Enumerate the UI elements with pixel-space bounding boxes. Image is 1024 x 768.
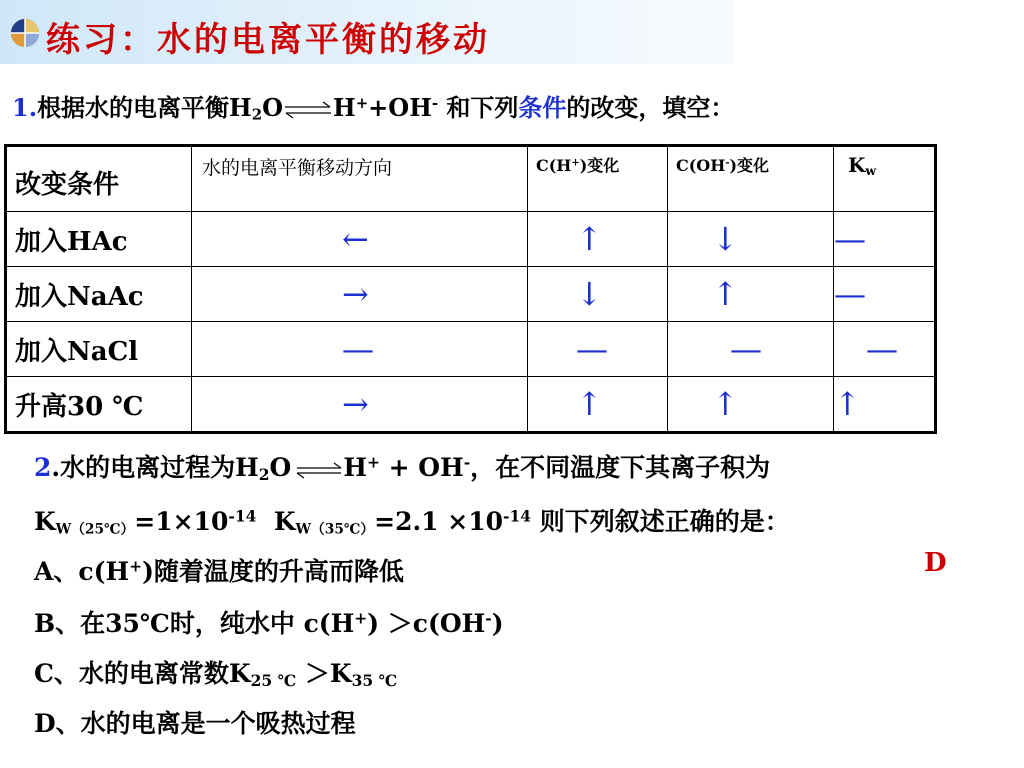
kw-value-2: =2.1 ×10	[374, 507, 504, 536]
question-1-number: 1.	[12, 93, 38, 122]
kw-symbol-2: K	[273, 507, 296, 536]
question-1-text-c: 的改变，填空：	[566, 93, 735, 122]
hydrogen-ion: H	[333, 93, 356, 122]
title-bar	[0, 0, 733, 64]
kw-subscript-1: W（25℃）	[55, 521, 135, 538]
row-label: 加入NaCl	[6, 322, 192, 377]
option-c: C、水的电离常数$K_{25 ℃} >K_{35 ℃}$	[34, 659, 398, 690]
minus-superscript-2: -	[463, 452, 471, 472]
equilibrium-arrow-icon-2	[291, 460, 343, 480]
hydrogen-ion-2: H	[343, 453, 367, 482]
conditions-table	[4, 144, 937, 434]
direction-cell: —	[192, 322, 528, 377]
oxygen-symbol: O	[262, 93, 284, 122]
table-row	[6, 377, 936, 433]
row-label: 加入NaAc	[6, 267, 192, 322]
header-kw: $K_w$	[834, 146, 936, 212]
ch-cell: ↑	[528, 377, 668, 433]
question-2-text-b: ，在不同温度下其离子积为	[470, 453, 771, 482]
ch-cell: —	[528, 322, 668, 377]
table-row	[6, 267, 936, 322]
highlight-conditions: 条件	[518, 93, 567, 122]
header-ch: C(H+)变化	[528, 146, 668, 212]
option-b: B、在35℃时，纯水中 c(H+) ＞c(OH-)	[34, 608, 504, 638]
kw-subscript-2: W（35℃）	[295, 521, 375, 538]
h2o-subscript-2: 2	[258, 464, 270, 484]
kw-cell: —	[834, 267, 936, 322]
option-a: A、c(H+)随着温度的升高而降低	[34, 556, 404, 586]
equilibrium-arrow-icon	[283, 100, 333, 120]
plus-superscript: +	[355, 93, 369, 112]
question-2-line-1	[34, 448, 770, 484]
option-d: D、水的电离是一个吸热过程	[34, 709, 356, 738]
page-title: 练习：水的电离平衡的移动	[46, 20, 490, 60]
table-row	[6, 322, 936, 377]
oxygen-symbol-2: O	[269, 453, 292, 482]
hydroxide-ion: +OH	[368, 93, 432, 122]
question-1-text-a: 根据水的电离平衡H	[37, 93, 252, 122]
question-2-text-a: .水的电离过程为H	[51, 453, 259, 482]
kw-value-1: =1×10	[134, 507, 229, 536]
question-1-text-b: 和下列	[438, 93, 519, 122]
direction-cell: ←	[192, 212, 528, 267]
coh-cell: ↓	[668, 212, 834, 267]
ch-cell: ↑	[528, 212, 668, 267]
table-header-row	[6, 146, 936, 212]
coh-cell: ↑	[668, 377, 834, 433]
coh-cell: —	[668, 322, 834, 377]
header-coh: C(OH-)变化	[668, 146, 834, 212]
hydroxide-ion-2: + OH	[379, 453, 464, 482]
question-2-tail: 则下列叙述正确的是：	[531, 507, 790, 536]
row-label: 升高30 ℃	[6, 377, 192, 433]
ch-cell: ↓	[528, 267, 668, 322]
header-direction: 水的电离平衡移动方向	[192, 146, 528, 212]
question-2-line-2	[34, 502, 790, 538]
header-condition: 改变条件	[6, 146, 192, 212]
kw-exponent-1: -14	[228, 506, 257, 526]
direction-cell: →	[192, 377, 528, 433]
kw-cell: —	[834, 212, 936, 267]
plus-superscript-2: +	[366, 452, 380, 472]
kw-exponent-2: -14	[503, 506, 532, 526]
table-row	[6, 212, 936, 267]
minus-superscript: -	[431, 93, 439, 112]
quadrant-globe-icon	[10, 18, 40, 48]
question-2-number: 2	[34, 453, 52, 482]
direction-cell: →	[192, 267, 528, 322]
kw-cell: —	[834, 322, 936, 377]
question-1	[12, 88, 734, 123]
kw-cell: ↑	[834, 377, 936, 433]
answer-label: D	[924, 548, 947, 578]
coh-cell: ↑	[668, 267, 834, 322]
h2o-subscript: 2	[251, 105, 263, 124]
row-label: 加入HAc	[6, 212, 192, 267]
kw-symbol-1: K	[34, 507, 56, 536]
